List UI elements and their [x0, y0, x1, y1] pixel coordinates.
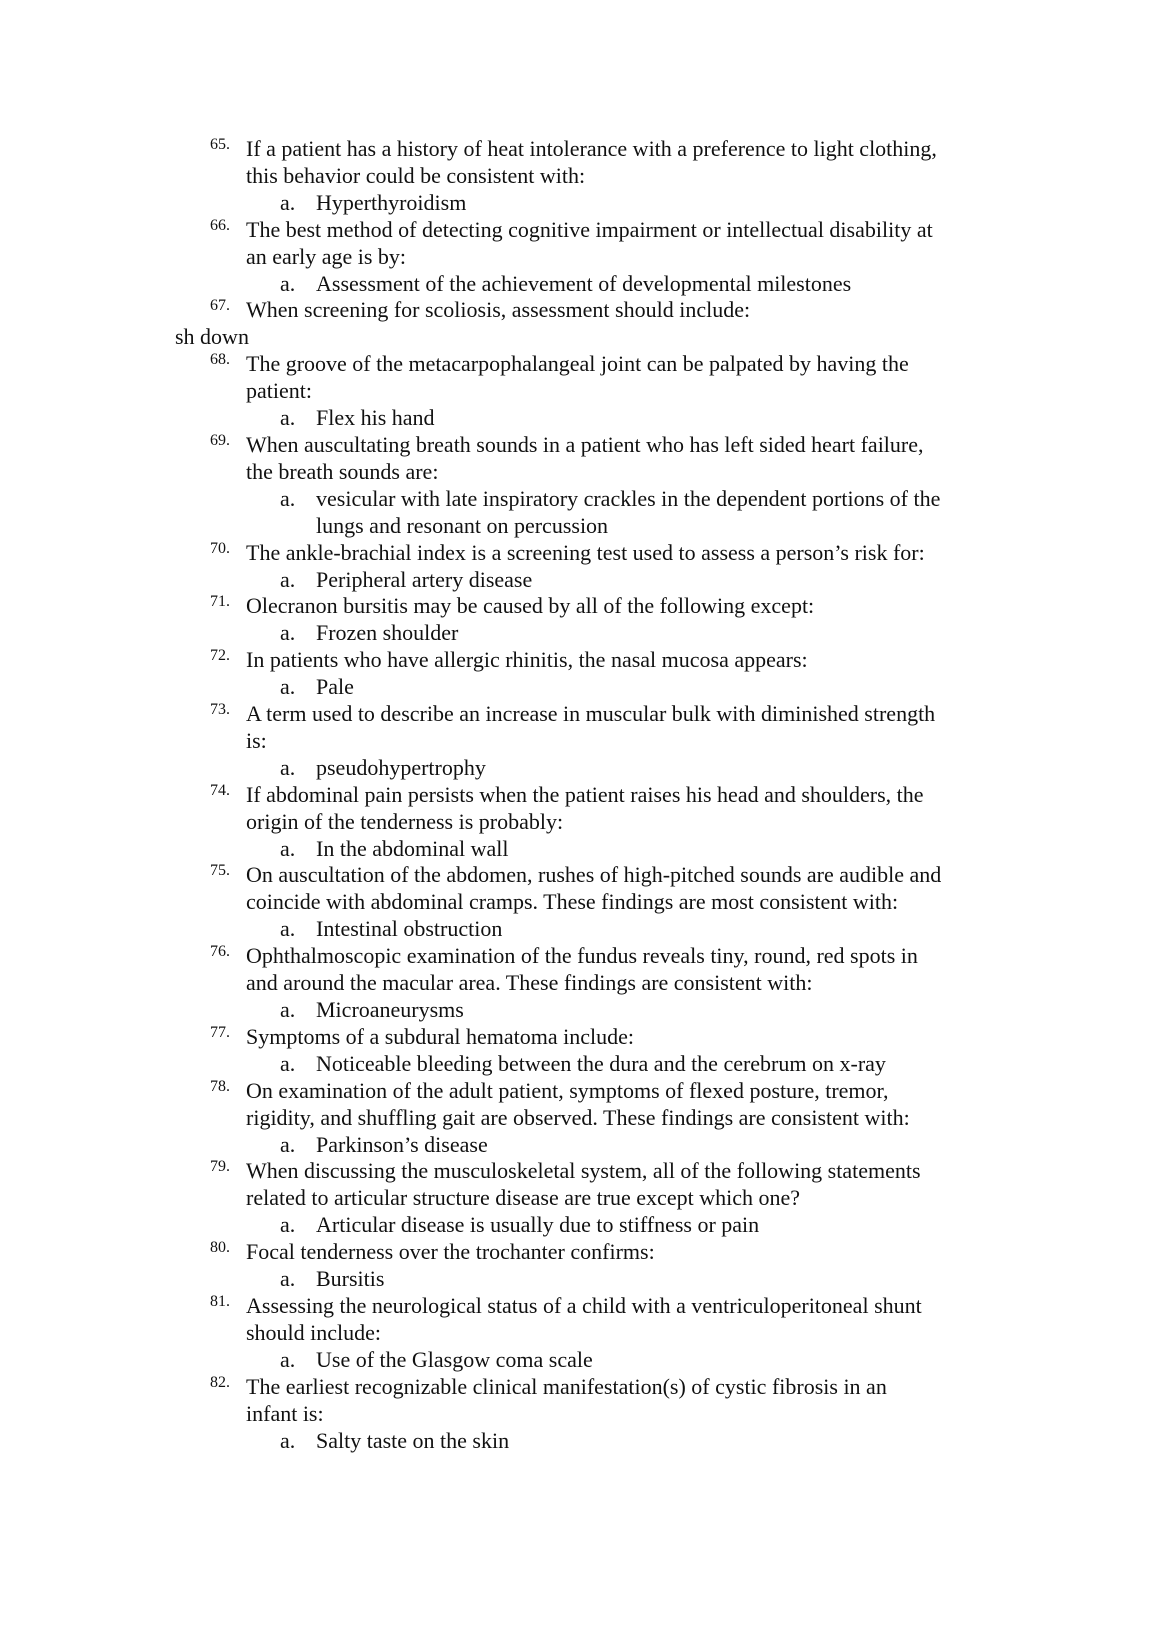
question-text-line: Olecranon bursitis may be caused by all of the following except: [246, 593, 815, 619]
answer-letter: a. [280, 916, 296, 942]
question-text [246, 593, 1157, 620]
question-text-line: On auscultation of the abdomen, rushes of high-pitched sounds are audible and [246, 862, 942, 888]
question-text [246, 1158, 1157, 1212]
question-number: 81. [210, 1292, 230, 1310]
answer-line [0, 916, 1157, 943]
question-number: 71. [210, 593, 230, 611]
question-text-line: an early age is by: [246, 243, 407, 269]
question-text-line: Symptoms of a subdural hematoma include: [246, 1023, 634, 1049]
question-number: 75. [210, 862, 230, 880]
answer-letter: a. [280, 835, 296, 861]
answer-line [0, 836, 1157, 863]
question-item [0, 1158, 1157, 1212]
question-number: 76. [210, 943, 230, 961]
answer-text: Bursitis [316, 1266, 385, 1292]
answer-letter: a. [280, 1346, 296, 1372]
answer-letter: a. [280, 485, 296, 511]
question-text [246, 540, 1157, 567]
answer-letter: a. [280, 189, 296, 215]
question-item [0, 943, 1157, 997]
answer-letter: a. [280, 620, 296, 646]
question-item [0, 701, 1157, 755]
question-text-line: coincide with abdominal cramps. These findings are most consistent with: [246, 889, 899, 915]
answer-line [0, 1347, 1157, 1374]
question-number: 69. [210, 431, 230, 449]
question-item [0, 1024, 1157, 1051]
answer-line [0, 1212, 1157, 1239]
answer-line [0, 755, 1157, 782]
answer-text: Hyperthyroidism [316, 189, 467, 215]
answer-line [0, 620, 1157, 647]
question-text [246, 351, 1157, 405]
question-number: 80. [210, 1239, 230, 1257]
answer-letter: a. [280, 270, 296, 296]
answer-text: Noticeable bleeding between the dura and the cerebrum on x-ray [316, 1050, 886, 1076]
question-number: 68. [210, 351, 230, 369]
answer-text: Intestinal obstruction [316, 916, 503, 942]
question-text [246, 217, 1157, 271]
question-number: 72. [210, 647, 230, 665]
question-text [246, 136, 1157, 190]
question-text-line: origin of the tenderness is probably: [246, 808, 564, 834]
answer-text: Assessment of the achievement of developmental milestones [316, 270, 852, 296]
question-item [0, 1239, 1157, 1266]
answer-text: Use of the Glasgow coma scale [316, 1346, 593, 1372]
question-text-line: should include: [246, 1319, 382, 1345]
answer-line [0, 674, 1157, 701]
question-item [0, 351, 1157, 405]
answer-line [0, 1266, 1157, 1293]
question-text-line: Focal tenderness over the trochanter confirms: [246, 1239, 655, 1265]
question-item [0, 647, 1157, 674]
question-item [0, 1078, 1157, 1132]
question-text [246, 701, 1157, 755]
question-text-line: patient: [246, 378, 312, 404]
question-item [0, 1293, 1157, 1347]
question-text [246, 1078, 1157, 1132]
question-item [0, 593, 1157, 620]
question-text-line: rigidity, and shuffling gait are observed. These findings are consistent with: [246, 1104, 910, 1130]
answer-line [0, 190, 1157, 217]
answer-line [0, 486, 1157, 513]
question-number: 82. [210, 1373, 230, 1391]
question-item [0, 1374, 1157, 1428]
question-number: 74. [210, 781, 230, 799]
answer-text: Salty taste on the skin [316, 1427, 510, 1453]
answer-text: Peripheral artery disease [316, 566, 533, 592]
question-text-line: On examination of the adult patient, symptoms of flexed posture, tremor, [246, 1077, 889, 1103]
question-text-line: Ophthalmoscopic examination of the fundus reveals tiny, round, red spots in [246, 943, 918, 969]
question-item [0, 217, 1157, 271]
answer-text: pseudohypertrophy [316, 754, 486, 780]
question-text-line: When screening for scoliosis, assessment should include: [246, 297, 751, 323]
answer-letter: a. [280, 566, 296, 592]
answer-text: Flex his hand [316, 405, 435, 431]
question-number: 77. [210, 1023, 230, 1041]
question-number: 79. [210, 1158, 230, 1176]
question-number: 66. [210, 216, 230, 234]
question-item [0, 540, 1157, 567]
answer-line [0, 997, 1157, 1024]
answer-letter: a. [280, 405, 296, 431]
question-text-line: Assessing the neurological status of a child with a ventriculoperitoneal shunt [246, 1292, 922, 1318]
answer-letter: a. [280, 997, 296, 1022]
question-text [246, 1024, 1157, 1051]
answer-letter: a. [280, 1427, 296, 1453]
answer-line [0, 271, 1157, 298]
question-text-line: The groove of the metacarpophalangeal joint can be palpated by having the [246, 351, 909, 377]
question-number: 67. [210, 297, 230, 315]
answer-text: Frozen shoulder [316, 620, 459, 646]
answer-line [0, 1051, 1157, 1078]
question-text [246, 943, 1157, 997]
answer-text: Parkinson’s disease [316, 1131, 488, 1157]
answer-letter: a. [280, 1212, 296, 1238]
answer-line [0, 1132, 1157, 1159]
question-text-line: When discussing the musculoskeletal system, all of the following statements [246, 1158, 921, 1184]
question-text-line: related to articular structure disease are true except which one? [246, 1185, 800, 1211]
question-text [246, 1293, 1157, 1347]
stray-text-fragment: sh down [175, 324, 249, 350]
answer-letter: a. [280, 1266, 296, 1292]
question-item [0, 782, 1157, 836]
question-item [0, 297, 1157, 324]
question-text [246, 432, 1157, 486]
answer-text: In the abdominal wall [316, 835, 509, 861]
answer-text: Articular disease is usually due to stiffness or pain [316, 1212, 760, 1238]
question-text-line: In patients who have allergic rhinitis, the nasal mucosa appears: [246, 647, 808, 673]
question-text-line: The earliest recognizable clinical manifestation(s) of cystic fibrosis in an [246, 1373, 887, 1399]
answer-letter: a. [280, 754, 296, 780]
question-text [246, 782, 1157, 836]
question-text [246, 1374, 1157, 1428]
question-text [246, 647, 1157, 674]
answer-letter: a. [280, 674, 296, 700]
question-text-line: and around the macular area. These findings are consistent with: [246, 970, 813, 996]
question-item [0, 136, 1157, 190]
answer-line [0, 1428, 1157, 1455]
question-item [0, 432, 1157, 486]
question-number: 70. [210, 539, 230, 557]
question-text-line: The best method of detecting cognitive impairment or intellectual disability at [246, 216, 933, 242]
question-text-line: is: [246, 727, 267, 753]
answer-letter: a. [280, 1050, 296, 1076]
answer-text: lungs and resonant on percussion [316, 512, 609, 538]
question-text-line: infant is: [246, 1400, 324, 1426]
answer-line [0, 567, 1157, 594]
question-text [246, 1239, 1157, 1266]
question-text-line: When auscultating breath sounds in a patient who has left sided heart failure, [246, 431, 924, 457]
answer-letter: a. [280, 1131, 296, 1157]
question-number: 73. [210, 701, 230, 719]
answer-text: vesicular with late inspiratory crackles in the dependent portions of the [316, 485, 941, 511]
document-page [0, 136, 1157, 1454]
question-text [246, 862, 1157, 916]
question-text-line: If abdominal pain persists when the patient raises his head and shoulders, the [246, 781, 924, 807]
question-text-line: If a patient has a history of heat intolerance with a preference to light clothing, [246, 136, 937, 161]
question-number: 78. [210, 1077, 230, 1095]
answer-line [0, 513, 1157, 540]
answer-text: Microaneurysms [316, 997, 464, 1022]
question-text-line: the breath sounds are: [246, 458, 439, 484]
question-number: 65. [210, 136, 230, 153]
answer-line [0, 405, 1157, 432]
answer-text: Pale [316, 674, 354, 700]
question-text-line: The ankle-brachial index is a screening test used to assess a person’s risk for: [246, 539, 925, 565]
question-text-line: this behavior could be consistent with: [246, 162, 586, 188]
question-text-line: A term used to describe an increase in muscular bulk with diminished strength [246, 701, 936, 727]
question-text [246, 297, 1157, 324]
question-item [0, 862, 1157, 916]
